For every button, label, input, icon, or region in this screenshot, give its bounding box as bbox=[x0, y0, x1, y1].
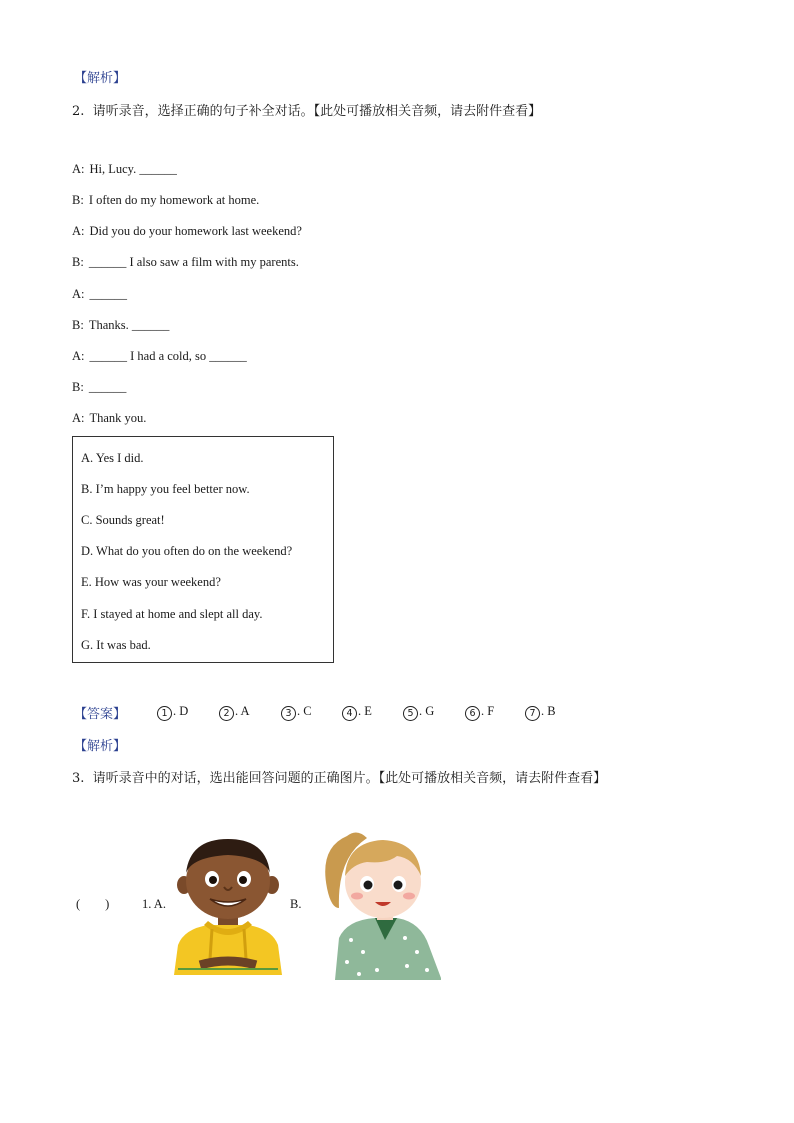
option-e: E. How was your weekend? bbox=[81, 575, 221, 589]
dialogue-text: Thanks. ______ bbox=[88, 318, 170, 332]
dialogue-line bbox=[72, 318, 169, 333]
dialogue-text: ______ bbox=[88, 380, 127, 394]
answer-number-circle: 5 bbox=[403, 706, 418, 721]
dialogue-line bbox=[72, 224, 302, 239]
answer-tag: 【答案】 bbox=[74, 707, 127, 722]
analysis-tag-1: 【解析】 bbox=[74, 71, 127, 86]
question-3-number: 3. bbox=[72, 771, 85, 786]
option-g: G. It was bad. bbox=[81, 638, 151, 652]
question-3-prompt bbox=[72, 767, 606, 786]
question-2-prompt bbox=[72, 100, 541, 119]
dialogue-speaker: B: bbox=[72, 380, 84, 394]
dialogue-speaker: B: bbox=[72, 193, 84, 207]
answer-value: . E bbox=[358, 704, 372, 718]
dialogue-speaker: A: bbox=[72, 349, 85, 363]
dialogue-speaker: A: bbox=[72, 162, 85, 176]
answer-item bbox=[403, 704, 434, 721]
dialogue-speaker: A: bbox=[72, 287, 85, 301]
dialogue-text: ______ bbox=[89, 287, 127, 301]
dialogue-line bbox=[72, 380, 126, 395]
options-box bbox=[72, 436, 334, 663]
option-b-label: B. bbox=[290, 897, 302, 911]
answer-value: . B bbox=[541, 704, 556, 718]
answer-number-circle: 7 bbox=[525, 706, 540, 721]
answer-item bbox=[157, 704, 188, 721]
question-2-text: 请听录音，选择正确的句子补全对话。【此处可播放相关音频，请去附件查看】 bbox=[92, 104, 542, 119]
dialogue-line bbox=[72, 193, 259, 208]
dialogue-text: ______ I also saw a film with my parents. bbox=[88, 255, 299, 269]
analysis-tag-2: 【解析】 bbox=[74, 739, 127, 754]
answer-item bbox=[219, 704, 250, 721]
question-2-number: 2. bbox=[72, 104, 85, 119]
answer-value: . C bbox=[297, 704, 312, 718]
dialogue-speaker: A: bbox=[72, 224, 85, 238]
option-d: D. What do you often do on the weekend? bbox=[81, 544, 293, 558]
option-f: F. I stayed at home and slept all day. bbox=[81, 607, 263, 621]
option-a: A. Yes I did. bbox=[81, 451, 144, 465]
dialogue-text: Hi, Lucy. ______ bbox=[89, 162, 177, 176]
dialogue-speaker: A: bbox=[72, 411, 85, 425]
item-1-label: 1. A. bbox=[142, 897, 166, 911]
dialogue-line bbox=[72, 349, 247, 364]
dialogue-line bbox=[72, 287, 127, 302]
answer-value: . F bbox=[481, 704, 495, 718]
option-c: C. Sounds great! bbox=[81, 513, 165, 527]
answer-item bbox=[342, 704, 372, 721]
dialogue-text: ______ I had a cold, so ______ bbox=[89, 349, 247, 363]
answer-number-circle: 2 bbox=[219, 706, 234, 721]
dialogue-line bbox=[72, 411, 146, 426]
answer-item bbox=[281, 704, 312, 721]
answer-value: . G bbox=[419, 704, 435, 718]
answer-value: . D bbox=[173, 704, 189, 718]
dialogue-text: Did you do your homework last weekend? bbox=[89, 224, 302, 238]
boy-picture[interactable] bbox=[170, 833, 286, 975]
girl-picture[interactable] bbox=[317, 828, 443, 980]
dialogue-text: I often do my homework at home. bbox=[88, 193, 260, 207]
dialogue-line bbox=[72, 162, 177, 177]
answer-number-circle: 1 bbox=[157, 706, 172, 721]
answer-number-circle: 4 bbox=[342, 706, 357, 721]
answer-item bbox=[525, 704, 556, 721]
question-3-text: 请听录音中的对话，选出能回答问题的正确图片。【此处可播放相关音频，请去附件查看】 bbox=[92, 771, 607, 786]
answer-number-circle: 6 bbox=[465, 706, 480, 721]
dialogue-speaker: B: bbox=[72, 255, 84, 269]
option-b: B. I’m happy you feel better now. bbox=[81, 482, 250, 496]
answer-number-circle: 3 bbox=[281, 706, 296, 721]
dialogue-speaker: B: bbox=[72, 318, 84, 332]
answer-value: . A bbox=[235, 704, 250, 718]
dialogue-text: Thank you. bbox=[89, 411, 147, 425]
dialogue-line bbox=[72, 255, 299, 270]
answer-paren: ( ) bbox=[76, 897, 110, 911]
answer-item bbox=[465, 704, 494, 721]
